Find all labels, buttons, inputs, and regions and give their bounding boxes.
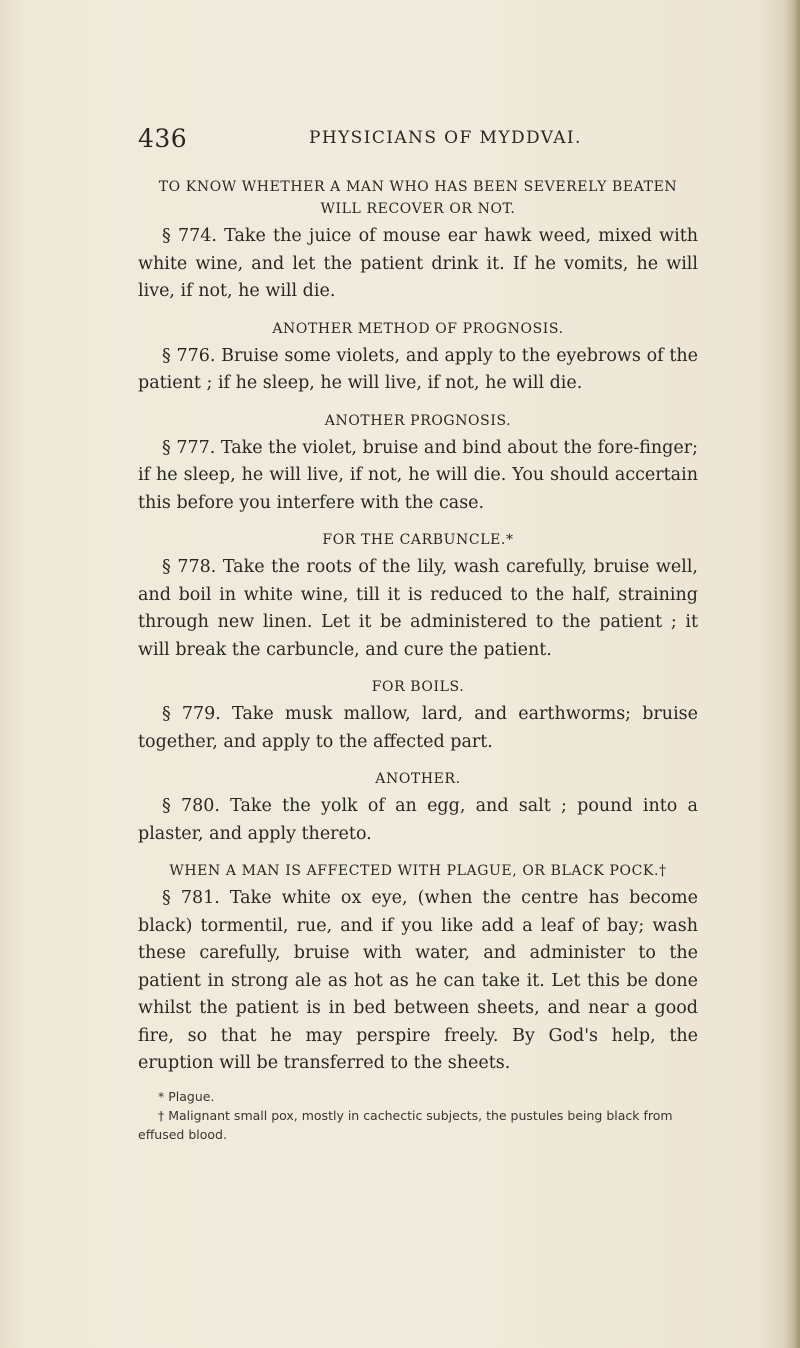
page-edge-shadow: [784, 0, 800, 1348]
section-heading: ANOTHER.: [375, 771, 461, 787]
section-paragraph: § 779. Take musk mallow, lard, and earthworms; bruise together, and apply to the affected part.: [138, 704, 698, 752]
running-title: PHYSICIANS OF MYDDVAI.: [309, 128, 582, 148]
section-heading: ANOTHER METHOD OF PROGNOSIS.: [272, 320, 564, 337]
footnote: * Plague.: [158, 1089, 215, 1104]
section-heading: TO KNOW WHETHER A MAN WHO HAS BEEN SEVERELY BEATEN WILL RECOVER OR NOT.: [158, 179, 678, 217]
section-paragraph: § 777. Take the violet, bruise and bind about the fore-finger; if he sleep, he will live, if not, he will die. You should accertain this before you interfere with the case.: [138, 437, 698, 513]
section-paragraph: § 774. Take the juice of mouse ear hawk weed, mixed with white wine, and let the patient drink it. If he vomits, he will live, if not, he will die.: [138, 226, 698, 301]
running-head: [138, 124, 698, 158]
section-heading: FOR BOILS.: [371, 679, 465, 695]
section-heading: FOR THE CARBUNCLE.*: [322, 532, 514, 548]
page-number: 436: [138, 124, 188, 153]
section-paragraph: § 781. Take white ox eye, (when the centre has become black) tormentil, rue, and if you like add a leaf of bay; wash these carefully, bruise with water, and administer to the patient in strong ale as hot as he can take it. Let this be done whilst the patient is in bed between sheets, and near a good fire, so that he may perspire freely. By God's help, the eruption will be transferred to the sheets.: [138, 888, 698, 1073]
page-content: [138, 176, 698, 1078]
section-paragraph: § 776. Bruise some violets, and apply to the eyebrows of the patient ; if he sleep, he will live, if not, he will die.: [138, 345, 698, 393]
section-heading: WHEN A MAN IS AFFECTED WITH PLAGUE, OR BLACK POCK.†: [169, 863, 667, 879]
section-paragraph: § 780. Take the yolk of an egg, and salt ; pound into a plaster, and apply thereto.: [138, 796, 698, 844]
footnotes: [138, 1087, 698, 1144]
footnote: † Malignant small pox, mostly in cachectic subjects, the pustules being black from effused blood.: [138, 1108, 673, 1142]
section-paragraph: § 778. Take the roots of the lily, wash carefully, bruise well, and boil in white wine, till it is reduced to the half, straining through new linen. Let it be administered to the patient ; it will break the carbuncle, and cure the patient.: [138, 557, 698, 660]
section-heading: ANOTHER PROGNOSIS.: [324, 412, 512, 429]
